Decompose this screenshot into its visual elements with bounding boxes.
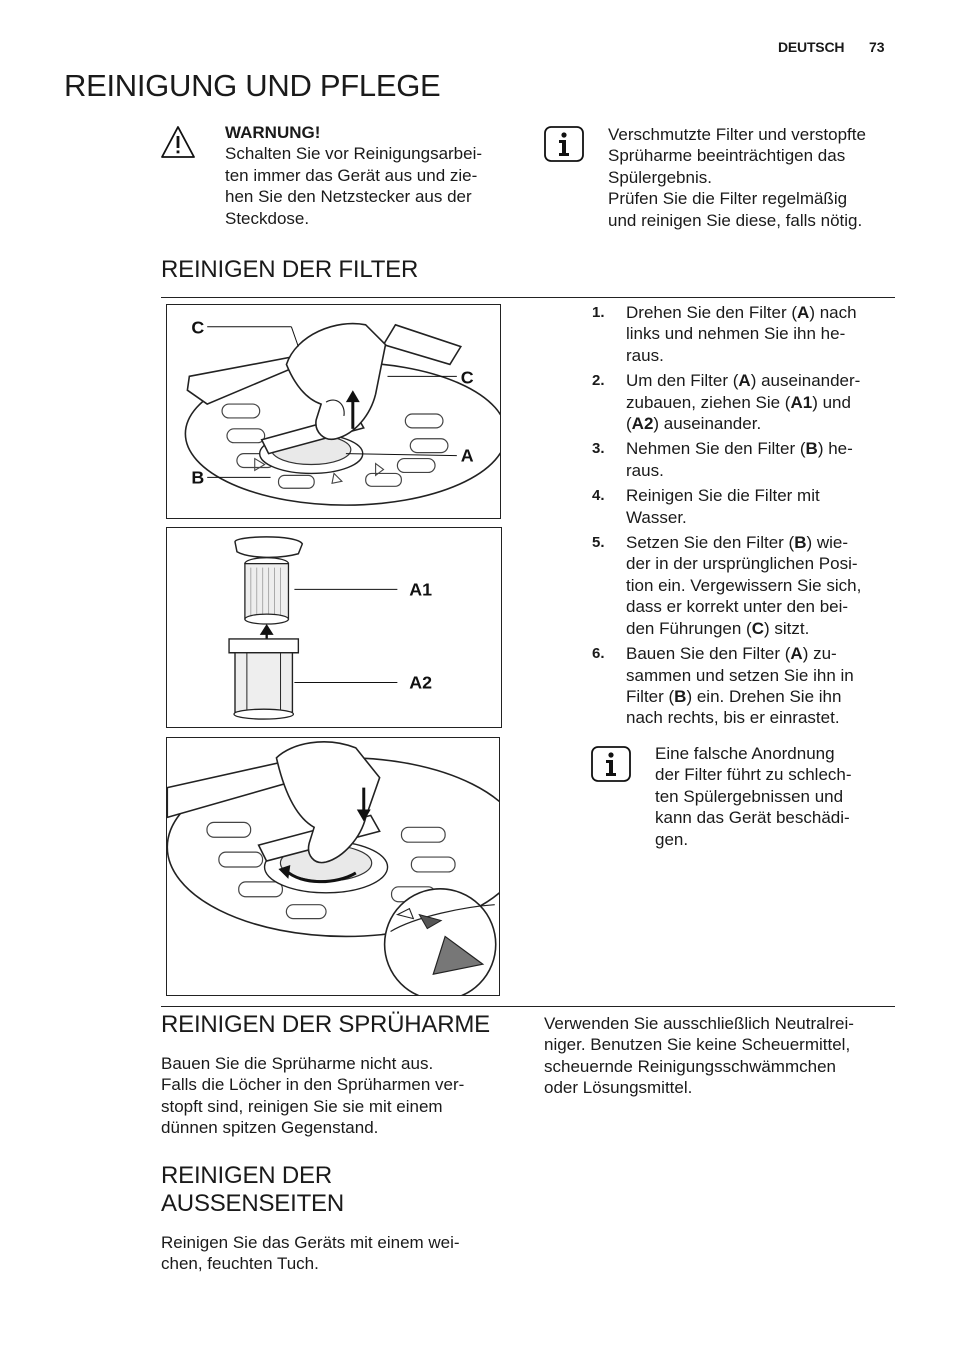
callout-a: A	[460, 445, 474, 466]
step-line: der in der ursprünglichen Posi-	[626, 554, 858, 574]
spray-line: stopft sind, reinigen Sie sie mit einem	[161, 1096, 443, 1116]
step-line: zubauen, ziehen Sie (A1) und	[626, 392, 851, 412]
callout-b: B	[191, 467, 205, 488]
info-line: der Filter führt zu schlech-	[655, 765, 852, 785]
step-number: 2.	[592, 372, 605, 390]
filter-install-illustration	[167, 738, 499, 995]
step-item	[592, 532, 892, 639]
warning-line: Schalten Sie vor Reinigungsarbei-	[225, 144, 483, 164]
info-top-text	[608, 124, 908, 231]
right-column-text	[544, 1013, 904, 1099]
warning-label: WARNUNG!	[225, 123, 321, 142]
step-line: sammen und setzen Sie ihn in	[626, 665, 854, 685]
info-line: Prüfen Sie die Filter regelmäßig	[608, 189, 848, 209]
outside-line: Reinigen Sie das Geräts mit einem wei-	[161, 1233, 460, 1252]
right-line: scheuernde Reinigungsschwämmchen	[544, 1056, 836, 1076]
warning-block	[225, 122, 525, 229]
page-title: REINIGUNG UND PFLEGE	[64, 68, 441, 103]
callout-c-right: C	[460, 367, 474, 388]
right-line: Verwenden Sie ausschließlich Neutralrei-	[544, 1014, 854, 1033]
info-line: Eine falsche Anordnung	[655, 744, 835, 763]
info-line: und reinigen Sie diese, falls nötig.	[608, 210, 863, 230]
figure-filter-parts	[166, 527, 502, 728]
step-item	[592, 302, 892, 366]
warning-triangle-icon	[160, 124, 196, 160]
step-item	[592, 643, 892, 729]
info-icon	[591, 746, 631, 782]
step-number: 3.	[592, 440, 605, 458]
info-line: kann das Gerät beschädi-	[655, 808, 850, 828]
info-line: ten Spülergebnissen und	[655, 786, 844, 806]
step-line: Setzen Sie den Filter (B) wie-	[626, 533, 849, 553]
step-line: links und nehmen Sie ihn he-	[626, 324, 846, 344]
header-language: DEUTSCH	[778, 39, 845, 55]
step-line: (A2) auseinander.	[626, 414, 762, 434]
step-line: Drehen Sie den Filter (A) nach	[626, 303, 857, 322]
filter-steps	[592, 302, 892, 733]
warning-line: ten immer das Gerät aus und zie-	[225, 165, 478, 185]
section-divider	[161, 1006, 895, 1007]
outside-text	[161, 1232, 521, 1275]
info-line: Spülergebnis.	[608, 167, 712, 187]
step-line: Um den Filter (A) auseinander-	[626, 371, 861, 391]
spray-text	[161, 1053, 521, 1139]
step-line: Wasser.	[626, 507, 687, 527]
outside-line: chen, feuchten Tuch.	[161, 1254, 319, 1274]
step-item	[592, 370, 892, 434]
outside-heading-line: REINIGEN DER	[161, 1162, 332, 1189]
figure-filter-removal	[166, 304, 501, 519]
info-line: gen.	[655, 829, 689, 849]
warning-line: Steckdose.	[225, 208, 310, 228]
callout-a1: A1	[409, 579, 433, 600]
filter-info-text	[655, 743, 895, 850]
info-line: Verschmutzte Filter und verstopfte	[608, 125, 866, 144]
step-line: raus.	[626, 460, 664, 480]
step-line: Filter (B) ein. Drehen Sie ihn	[626, 686, 842, 706]
step-number: 4.	[592, 487, 605, 505]
step-line: den Führungen (C) sitzt.	[626, 618, 810, 638]
info-icon	[544, 126, 584, 162]
spray-line: Falls die Löcher in den Sprüharmen ver-	[161, 1075, 465, 1095]
step-item	[592, 485, 892, 528]
info-line: Sprüharme beeinträchtigen das	[608, 146, 846, 166]
warning-line: hen Sie den Netzstecker aus der	[225, 187, 472, 207]
section-divider	[161, 297, 895, 298]
step-line: Reinigen Sie die Filter mit	[626, 486, 820, 506]
step-line: Bauen Sie den Filter (A) zu-	[626, 644, 837, 664]
spray-line: Bauen Sie die Sprüharme nicht aus.	[161, 1054, 434, 1073]
step-number: 5.	[592, 534, 605, 552]
callout-c-left: C	[191, 317, 205, 338]
spray-line: dünnen spitzen Gegenstand.	[161, 1118, 379, 1138]
step-line: tion ein. Vergewissern Sie sich,	[626, 575, 862, 595]
filter-removal-illustration	[167, 305, 500, 518]
step-number: 6.	[592, 645, 605, 663]
step-number: 1.	[592, 304, 605, 321]
spray-heading: REINIGEN DER SPRÜHARME	[161, 1011, 490, 1038]
right-line: niger. Benutzen Sie keine Scheuermittel,	[544, 1035, 851, 1055]
filter-heading: REINIGEN DER FILTER	[161, 256, 419, 283]
step-line: Nehmen Sie den Filter (B) he-	[626, 439, 853, 459]
step-item	[592, 438, 892, 481]
page-number: 73	[869, 39, 885, 55]
figure-filter-install	[166, 737, 500, 996]
step-line: raus.	[626, 345, 664, 365]
right-line: oder Lösungsmittel.	[544, 1078, 693, 1098]
outside-heading-line: AUSSENSEITEN	[161, 1190, 344, 1217]
filter-parts-illustration	[167, 528, 501, 727]
step-line: dass er korrekt unter den bei-	[626, 597, 849, 617]
callout-a2: A2	[409, 672, 433, 693]
step-line: nach rechts, bis er einrastet.	[626, 708, 840, 728]
outside-heading	[161, 1162, 344, 1218]
